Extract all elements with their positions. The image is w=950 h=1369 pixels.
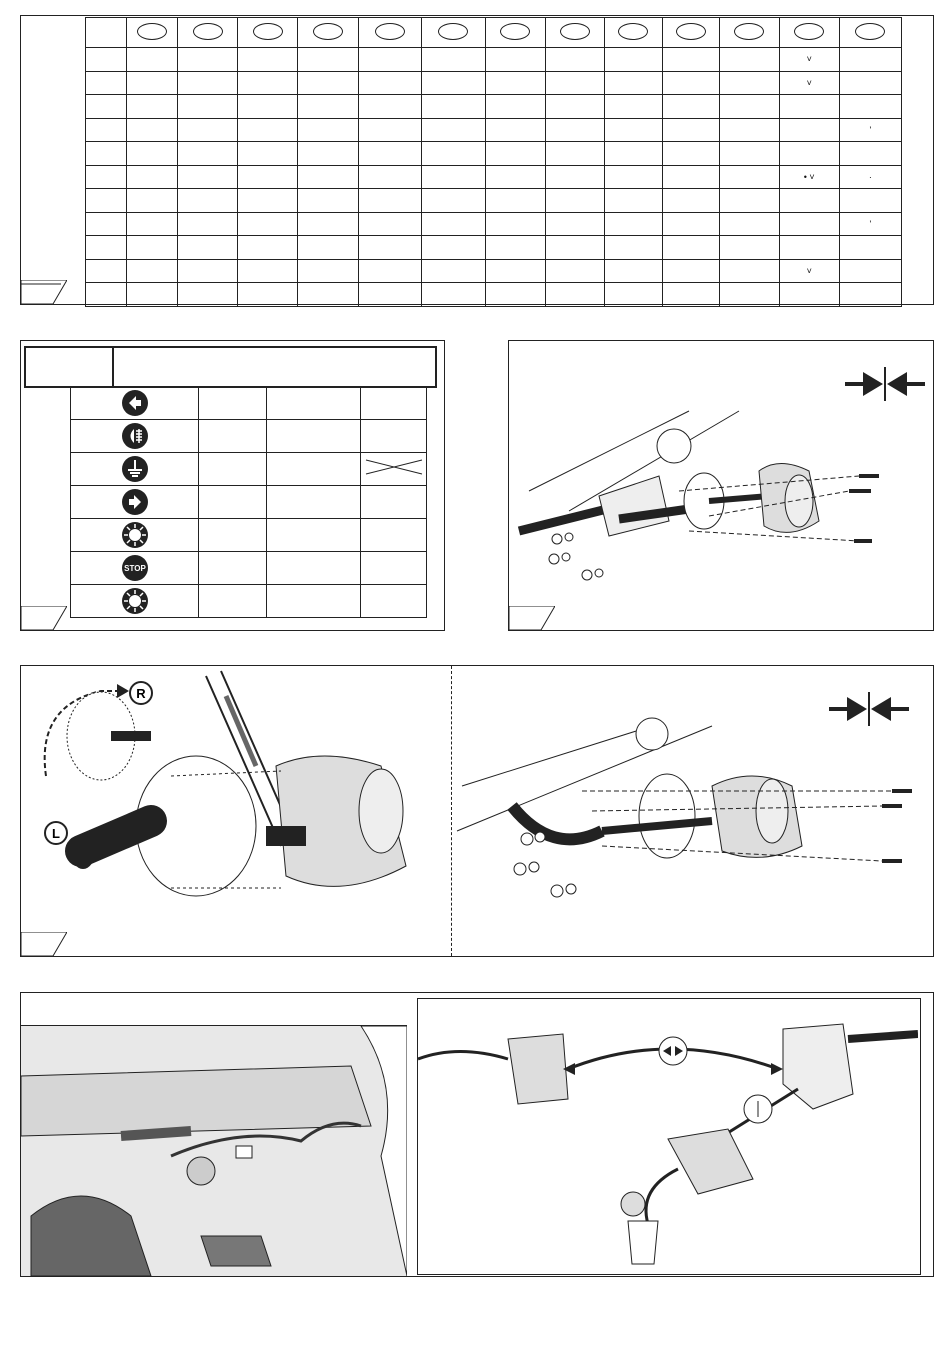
table-header-cell (662, 18, 719, 48)
boot-interior-drawing (21, 1026, 407, 1276)
legend-icon-cell (71, 585, 199, 618)
table-cell (298, 142, 359, 166)
table-cell (604, 71, 662, 95)
table-cell (86, 71, 127, 95)
table-cell (126, 48, 177, 72)
table-cell (178, 118, 238, 142)
table-header-cell (779, 18, 839, 48)
table-cell (719, 236, 779, 260)
table-cell (178, 95, 238, 119)
table-cell (719, 212, 779, 236)
table-mark: ˅ (806, 77, 812, 88)
table-header-cell (238, 18, 298, 48)
page-corner-icon (21, 280, 67, 304)
table-cell (298, 236, 359, 260)
table-cell (359, 259, 421, 283)
right-label: R (136, 686, 146, 701)
table-cell (839, 165, 901, 189)
table-cell (126, 165, 177, 189)
pin-oval-icon (618, 23, 648, 40)
table-cell (545, 283, 604, 307)
legend-cell (361, 519, 427, 552)
pin-oval-icon (313, 23, 343, 40)
table-cell (719, 95, 779, 119)
table-cell (545, 189, 604, 213)
boot-header (21, 993, 407, 1026)
table-cell (421, 118, 485, 142)
table-cell (604, 189, 662, 213)
table-cell (662, 48, 719, 72)
table-cell (238, 48, 298, 72)
table-cell (421, 283, 485, 307)
table-header-cell (719, 18, 779, 48)
legend-table (70, 386, 427, 618)
table-cell (839, 142, 901, 166)
table-cell (421, 165, 485, 189)
pin-oval-icon (253, 23, 283, 40)
table-cell (779, 118, 839, 142)
table-cell (604, 212, 662, 236)
table-cell (662, 283, 719, 307)
table-header-cell (126, 18, 177, 48)
table-cell (298, 71, 359, 95)
table-cell (238, 259, 298, 283)
table-cell (485, 236, 545, 260)
legend-cell (199, 519, 267, 552)
table-cell (779, 165, 839, 189)
legend-cell (361, 420, 427, 453)
legend-cell (267, 486, 361, 519)
table-cell (485, 189, 545, 213)
table-cell (839, 48, 901, 72)
socket-cut-drawing (21, 666, 451, 956)
legend-cell (267, 519, 361, 552)
table-cell (238, 95, 298, 119)
legend-icon-cell (71, 519, 199, 552)
table-cell (86, 189, 127, 213)
table-cell (719, 142, 779, 166)
table-cell (719, 48, 779, 72)
legend-cell (361, 486, 427, 519)
table-cell (604, 259, 662, 283)
legend-cell (199, 453, 267, 486)
table-cell (86, 48, 127, 72)
table-cell (662, 95, 719, 119)
table-header-cell (359, 18, 421, 48)
legend-cell (361, 453, 427, 486)
table-cell (839, 236, 901, 260)
legend-cell (267, 585, 361, 618)
table-cell (359, 189, 421, 213)
legend-cell (267, 552, 361, 585)
table-cell (839, 189, 901, 213)
table-cell (485, 165, 545, 189)
table-cell (545, 165, 604, 189)
table-cell (662, 71, 719, 95)
table-cell (662, 259, 719, 283)
table-header-cell (178, 18, 238, 48)
table-cell (545, 118, 604, 142)
table-cell (604, 95, 662, 119)
table-cell (298, 212, 359, 236)
table-cell (662, 118, 719, 142)
table-cell (485, 283, 545, 307)
table-cell (779, 142, 839, 166)
table-header-cell (545, 18, 604, 48)
table-cell (126, 142, 177, 166)
table-cell (298, 189, 359, 213)
table-cell (126, 118, 177, 142)
table-cell (545, 142, 604, 166)
legend-cell (199, 585, 267, 618)
table-header-cell (421, 18, 485, 48)
table-cell (298, 95, 359, 119)
table-cell (86, 212, 127, 236)
legend-cell (267, 420, 361, 453)
table-cell (662, 189, 719, 213)
table-cell (719, 259, 779, 283)
table-cell (719, 165, 779, 189)
table-cell (298, 48, 359, 72)
legend-header (24, 346, 437, 388)
table-cell (298, 283, 359, 307)
arrow-right-icon (121, 488, 149, 516)
table-mark: ˅ (806, 54, 812, 65)
table-cell (662, 142, 719, 166)
table-cell (485, 259, 545, 283)
table-cell (178, 142, 238, 166)
table-cell (86, 95, 127, 119)
table-cell (662, 165, 719, 189)
table-cell (545, 71, 604, 95)
table-cell (86, 283, 127, 307)
table-cell (298, 259, 359, 283)
connector-swap-drawing (418, 999, 918, 1271)
left-label: L (52, 826, 60, 841)
table-cell (719, 283, 779, 307)
pin-oval-icon (734, 23, 764, 40)
connector-plug-icon (236, 1146, 252, 1158)
table-cell (238, 71, 298, 95)
car-boot-panel (20, 992, 934, 1277)
table-cell (126, 212, 177, 236)
table-cell (178, 283, 238, 307)
table-cell (485, 118, 545, 142)
table-cell (604, 118, 662, 142)
table-cell (485, 212, 545, 236)
table-cell (545, 259, 604, 283)
table-cell (779, 48, 839, 72)
table-cell (779, 71, 839, 95)
pin-oval-icon (676, 23, 706, 40)
legend-icon-cell (71, 420, 199, 453)
table-cell (604, 283, 662, 307)
table-cell (545, 212, 604, 236)
table-cell (126, 189, 177, 213)
table-cell (126, 283, 177, 307)
table-cell (421, 189, 485, 213)
table-cell (719, 71, 779, 95)
page-corner-icon (21, 606, 67, 630)
pin-oval-icon (560, 23, 590, 40)
pin-oval-icon (794, 23, 824, 40)
table-cell (178, 259, 238, 283)
table-mark: · (868, 171, 872, 182)
stop-label: STOP (123, 564, 146, 573)
table-cell (238, 189, 298, 213)
table-cell (421, 259, 485, 283)
arrow-left-icon (121, 389, 149, 417)
wiring-table (85, 17, 902, 307)
legend-icon-cell (71, 453, 199, 486)
table-cell (86, 118, 127, 142)
table-cell (238, 236, 298, 260)
table-cell (662, 236, 719, 260)
table-cell (421, 236, 485, 260)
pin-oval-icon (375, 23, 405, 40)
legend-icon-cell (71, 486, 199, 519)
table-cell (545, 48, 604, 72)
legend-cell (361, 552, 427, 585)
table-cell (779, 236, 839, 260)
legend-cell (199, 486, 267, 519)
table-cell (238, 212, 298, 236)
table-cell (359, 48, 421, 72)
table-cell (545, 95, 604, 119)
sun-light-icon (121, 521, 149, 549)
legend-cell (267, 453, 361, 486)
table-cell (126, 236, 177, 260)
pin-oval-icon (855, 23, 885, 40)
table-cell (86, 236, 127, 260)
socket-orientation-panel (20, 665, 934, 957)
table-mark: ˅ (806, 265, 812, 276)
table-cell (238, 165, 298, 189)
table-header-cell (298, 18, 359, 48)
table-header-cell (839, 18, 901, 48)
table-cell (839, 283, 901, 307)
table-cell (421, 48, 485, 72)
legend-cell (361, 585, 427, 618)
table-cell (126, 95, 177, 119)
table-cell (779, 189, 839, 213)
table-cell (238, 283, 298, 307)
table-header-cell (86, 18, 127, 48)
socket-mount-panel (508, 340, 934, 631)
table-cell (662, 212, 719, 236)
table-cell (359, 165, 421, 189)
table-cell (779, 259, 839, 283)
table-cell (839, 259, 901, 283)
table-cell (178, 165, 238, 189)
table-cell (485, 48, 545, 72)
table-cell (485, 95, 545, 119)
trash-can-icon (628, 1221, 658, 1264)
legend-cell (361, 387, 427, 420)
table-cell (178, 212, 238, 236)
ground-icon (121, 455, 149, 483)
table-cell (359, 283, 421, 307)
table-cell (545, 236, 604, 260)
legend-cell (199, 387, 267, 420)
socket-assembly-drawing-2 (452, 706, 932, 956)
table-cell (779, 95, 839, 119)
table-cell (86, 259, 127, 283)
table-cell (604, 48, 662, 72)
table-cell (298, 118, 359, 142)
pin-oval-icon (500, 23, 530, 40)
legend-cell (199, 420, 267, 453)
sun-light-icon (121, 587, 149, 615)
legend-cell (199, 552, 267, 585)
table-mark: • ˅ (803, 171, 815, 182)
tighten-icon (845, 367, 925, 401)
table-cell (238, 142, 298, 166)
table-cell (779, 212, 839, 236)
table-cell (839, 118, 901, 142)
table-cell (421, 95, 485, 119)
stop-icon (121, 554, 149, 582)
table-cell (86, 165, 127, 189)
table-cell (359, 118, 421, 142)
table-cell (126, 71, 177, 95)
table-cell (178, 71, 238, 95)
table-cell (359, 212, 421, 236)
table-cell (485, 142, 545, 166)
legend-cell (267, 387, 361, 420)
table-cell (485, 71, 545, 95)
table-cell (238, 118, 298, 142)
table-cell (359, 95, 421, 119)
table-cell (719, 118, 779, 142)
pin-oval-icon (193, 23, 223, 40)
table-cell (839, 95, 901, 119)
table-header-cell (485, 18, 545, 48)
table-cell (604, 236, 662, 260)
pin-oval-icon (137, 23, 167, 40)
table-header-cell (604, 18, 662, 48)
table-cell (298, 165, 359, 189)
legend-icon-cell (71, 387, 199, 420)
legend-icon-cell (71, 552, 199, 585)
table-mark: ' (869, 218, 872, 229)
table-cell (421, 71, 485, 95)
table-cell (839, 212, 901, 236)
table-cell (604, 165, 662, 189)
table-cell (779, 283, 839, 307)
table-cell (719, 189, 779, 213)
table-cell (359, 71, 421, 95)
socket-assembly-drawing (509, 401, 933, 621)
table-cell (178, 236, 238, 260)
pin-oval-icon (438, 23, 468, 40)
table-cell (421, 142, 485, 166)
table-cell (126, 259, 177, 283)
table-cell (178, 48, 238, 72)
table-cell (359, 142, 421, 166)
fog-light-icon (121, 422, 149, 450)
table-cell (178, 189, 238, 213)
table-cell (86, 142, 127, 166)
table-cell (604, 142, 662, 166)
table-cell (421, 212, 485, 236)
table-cell (359, 236, 421, 260)
table-cell (839, 71, 901, 95)
table-mark: ' (869, 124, 872, 135)
